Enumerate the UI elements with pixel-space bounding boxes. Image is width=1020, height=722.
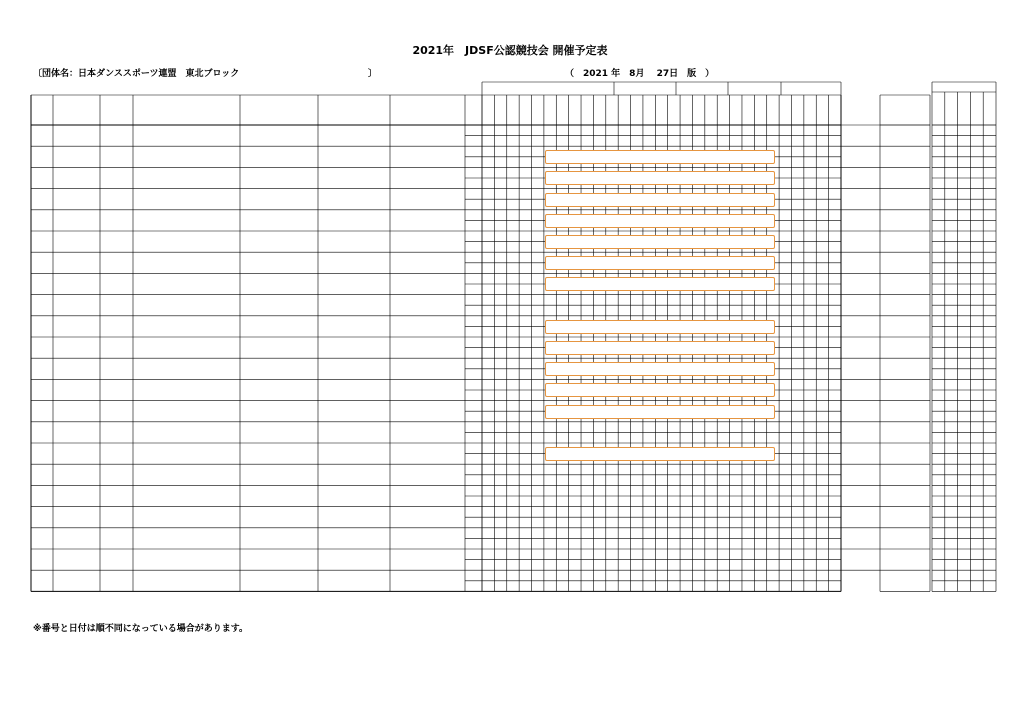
col-header-extra-0 bbox=[804, 97, 816, 123]
row-venue bbox=[242, 168, 318, 187]
row-venue bbox=[242, 253, 318, 272]
row-event-name bbox=[135, 486, 240, 505]
ranking-col-4 bbox=[983, 96, 996, 124]
row-remarks bbox=[882, 359, 929, 378]
row-venue bbox=[242, 296, 318, 315]
row-venue bbox=[242, 317, 318, 336]
ranking-col-0 bbox=[932, 96, 945, 124]
row-venue bbox=[242, 274, 318, 293]
row-event-name bbox=[135, 444, 240, 463]
row-host bbox=[320, 126, 390, 145]
row-host bbox=[320, 147, 390, 166]
row-host bbox=[320, 317, 390, 336]
row-host bbox=[320, 168, 390, 187]
row-manager bbox=[392, 465, 465, 484]
row-manager bbox=[392, 423, 465, 442]
col-header-extra-1 bbox=[816, 97, 828, 123]
row-manager bbox=[392, 508, 465, 527]
row-remarks bbox=[882, 190, 929, 209]
row-manager bbox=[392, 486, 465, 505]
row-remarks bbox=[882, 296, 929, 315]
col-header-extra-2 bbox=[829, 97, 841, 123]
row-venue bbox=[242, 190, 318, 209]
row-manager bbox=[392, 274, 465, 293]
row-manager bbox=[392, 296, 465, 315]
row-event-name bbox=[135, 359, 240, 378]
edition-date: （ 2021 年 8月 27日 版 ） bbox=[565, 69, 715, 79]
row-event-name bbox=[135, 190, 240, 209]
cancellation-note bbox=[545, 193, 775, 207]
row-manager bbox=[392, 550, 465, 569]
row-host bbox=[320, 211, 390, 230]
row-venue bbox=[242, 232, 318, 251]
row-remarks bbox=[882, 338, 929, 357]
row-event-name bbox=[135, 508, 240, 527]
row-manager bbox=[392, 529, 465, 548]
row-remarks bbox=[882, 274, 929, 293]
row-venue bbox=[242, 359, 318, 378]
row-host bbox=[320, 274, 390, 293]
cancellation-note bbox=[545, 447, 775, 461]
row-venue bbox=[242, 508, 318, 527]
row-remarks bbox=[882, 465, 929, 484]
row-remarks bbox=[882, 253, 929, 272]
row-event-name bbox=[135, 232, 240, 251]
footnote: ※番号と日付は順不同になっている場合があります。 bbox=[33, 624, 249, 634]
row-venue bbox=[242, 423, 318, 442]
row-remarks bbox=[882, 444, 929, 463]
cancellation-note bbox=[545, 320, 775, 334]
row-remarks bbox=[882, 147, 929, 166]
row-event-name bbox=[135, 317, 240, 336]
row-venue bbox=[242, 126, 318, 145]
row-event-name bbox=[135, 529, 240, 548]
row-venue bbox=[242, 550, 318, 569]
row-event-name bbox=[135, 571, 240, 590]
row-host bbox=[320, 380, 390, 399]
row-venue bbox=[242, 529, 318, 548]
row-event-name bbox=[135, 168, 240, 187]
row-remarks bbox=[882, 571, 929, 590]
page-title: 2021年 JDSF公認競技会 開催予定表 bbox=[412, 44, 608, 57]
row-remarks bbox=[882, 317, 929, 336]
cancellation-note bbox=[545, 256, 775, 270]
row-remarks bbox=[882, 232, 929, 251]
row-venue bbox=[242, 147, 318, 166]
row-host bbox=[320, 338, 390, 357]
row-host bbox=[320, 465, 390, 484]
row-event-name bbox=[135, 423, 240, 442]
row-venue bbox=[242, 211, 318, 230]
row-host bbox=[320, 253, 390, 272]
cancellation-note bbox=[545, 341, 775, 355]
row-event-name bbox=[135, 550, 240, 569]
row-host bbox=[320, 359, 390, 378]
row-event-name bbox=[135, 338, 240, 357]
row-remarks bbox=[882, 380, 929, 399]
row-venue bbox=[242, 338, 318, 357]
row-host bbox=[320, 571, 390, 590]
row-manager bbox=[392, 402, 465, 421]
row-manager bbox=[392, 126, 465, 145]
row-venue bbox=[242, 402, 318, 421]
cancellation-note bbox=[545, 362, 775, 376]
cancellation-note bbox=[545, 214, 775, 228]
row-event-name bbox=[135, 465, 240, 484]
row-remarks bbox=[882, 211, 929, 230]
cancellation-note bbox=[545, 405, 775, 419]
row-manager bbox=[392, 168, 465, 187]
row-host bbox=[320, 402, 390, 421]
row-manager bbox=[392, 317, 465, 336]
row-event-name bbox=[135, 402, 240, 421]
cancellation-note bbox=[545, 383, 775, 397]
row-remarks bbox=[882, 550, 929, 569]
row-host bbox=[320, 423, 390, 442]
row-manager bbox=[392, 232, 465, 251]
ranking-col-1 bbox=[945, 96, 958, 124]
row-host bbox=[320, 529, 390, 548]
row-host bbox=[320, 508, 390, 527]
row-remarks bbox=[882, 508, 929, 527]
row-host bbox=[320, 232, 390, 251]
ranking-col-2 bbox=[958, 96, 971, 124]
row-venue bbox=[242, 444, 318, 463]
row-host bbox=[320, 444, 390, 463]
row-remarks bbox=[882, 168, 929, 187]
org-close-bracket: 〕 bbox=[368, 69, 378, 79]
ranking-col-3 bbox=[970, 96, 983, 124]
row-manager bbox=[392, 211, 465, 230]
row-host bbox=[320, 486, 390, 505]
cancellation-note bbox=[545, 171, 775, 185]
row-host bbox=[320, 550, 390, 569]
row-host bbox=[320, 190, 390, 209]
cancellation-note bbox=[545, 277, 775, 291]
row-manager bbox=[392, 147, 465, 166]
row-venue bbox=[242, 465, 318, 484]
row-venue bbox=[242, 571, 318, 590]
row-manager bbox=[392, 571, 465, 590]
row-event-name bbox=[135, 147, 240, 166]
cancellation-note bbox=[545, 235, 775, 249]
row-remarks bbox=[882, 423, 929, 442]
row-manager bbox=[392, 338, 465, 357]
row-event-name bbox=[135, 211, 240, 230]
org-name: 〔団体名：日本ダンススポーツ連盟 東北ブロック bbox=[33, 69, 240, 79]
row-event-name bbox=[135, 126, 240, 145]
row-manager bbox=[392, 253, 465, 272]
row-venue bbox=[242, 380, 318, 399]
row-remarks bbox=[882, 529, 929, 548]
row-manager bbox=[392, 190, 465, 209]
row-event-name bbox=[135, 253, 240, 272]
row-remarks bbox=[882, 126, 929, 145]
row-event-name bbox=[135, 274, 240, 293]
row-venue bbox=[242, 486, 318, 505]
row-event-name bbox=[135, 380, 240, 399]
row-remarks bbox=[882, 402, 929, 421]
row-event-name bbox=[135, 296, 240, 315]
cancellation-note bbox=[545, 150, 775, 164]
row-manager bbox=[392, 359, 465, 378]
row-manager bbox=[392, 444, 465, 463]
row-host bbox=[320, 296, 390, 315]
row-manager bbox=[392, 380, 465, 399]
row-remarks bbox=[882, 486, 929, 505]
